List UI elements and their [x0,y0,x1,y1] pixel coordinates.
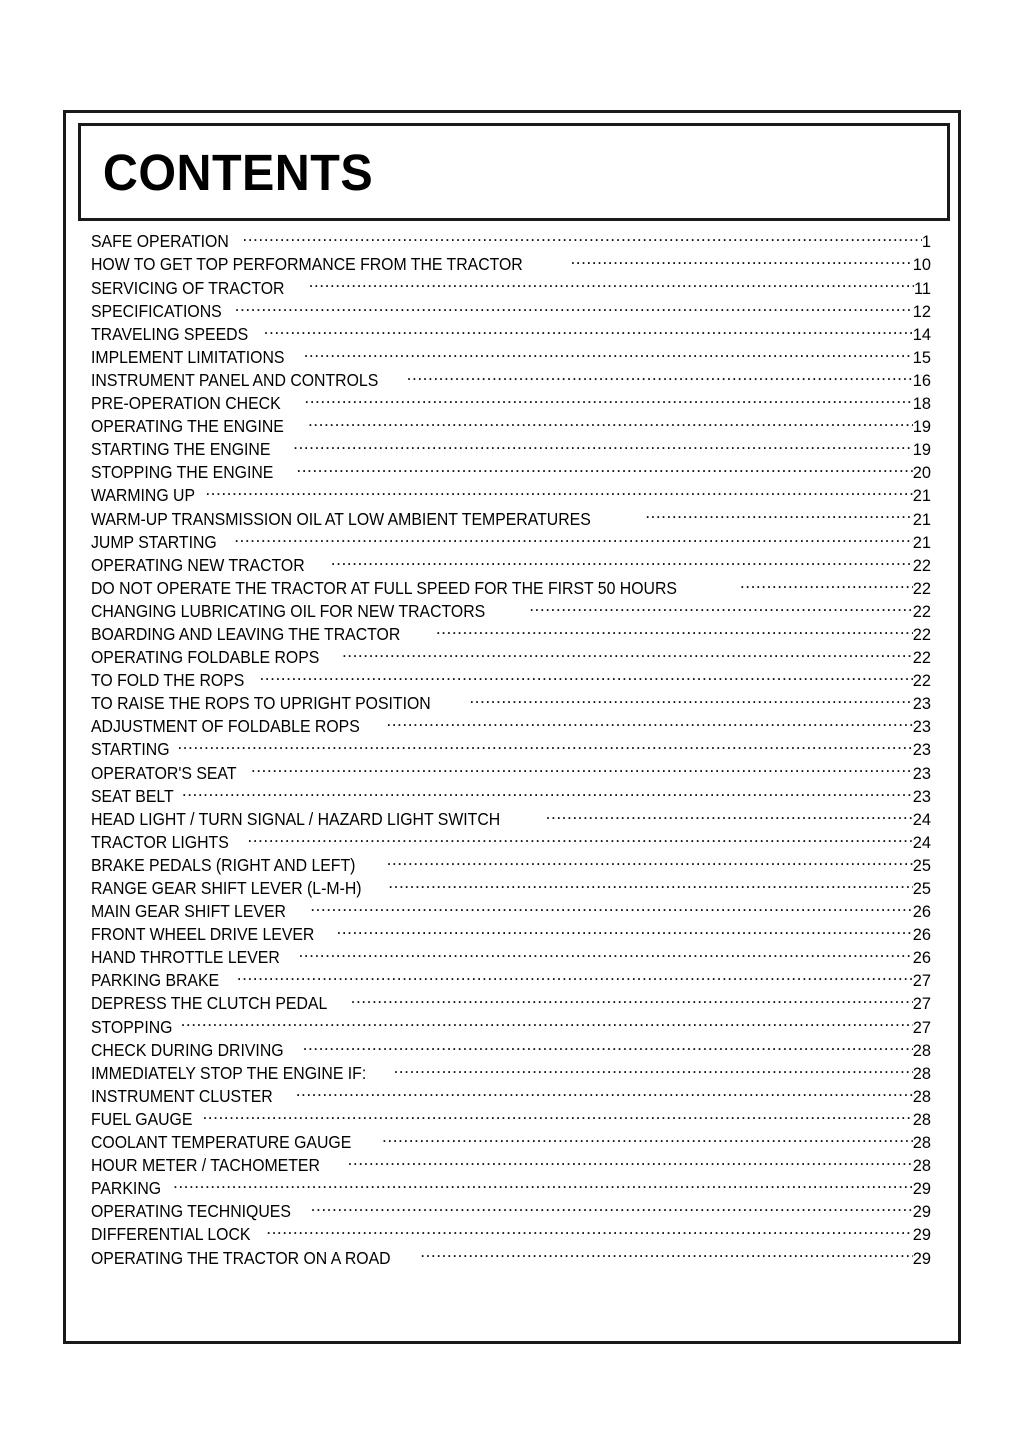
toc-entry[interactable] [91,461,931,484]
toc-entry-page-number: 21 [912,510,931,529]
toc-dot-leader [393,1061,912,1078]
toc-entry-page-number: 20 [912,464,931,483]
toc-entry-label: STOPPING [91,1016,173,1037]
toc-entry[interactable] [91,276,931,299]
toc-dot-leader [234,530,913,547]
toc-dot-leader [386,715,912,732]
toc-entry[interactable] [91,484,931,507]
toc-entry-label: PARKING [91,1178,162,1199]
toc-entry-label: IMMEDIATELY STOP THE ENGINE IF: [91,1062,367,1083]
toc-entry-label: OPERATING FOLDABLE ROPS [91,647,320,668]
toc-entry[interactable] [91,1154,931,1177]
toc-entry-page-number: 27 [912,1018,931,1037]
toc-dot-leader [264,322,913,339]
toc-entry-label: SERVICING OF TRACTOR [91,277,285,298]
page-title: CONTENTS [102,143,374,201]
toc-entry-label: FRONT WHEEL DRIVE LEVER [91,924,315,945]
toc-entry[interactable] [91,415,931,438]
toc-entry-page-number: 29 [912,1249,931,1268]
toc-entry-label: DEPRESS THE CLUTCH PEDAL [91,993,328,1014]
toc-entry[interactable] [91,369,931,392]
toc-entry-page-number: 26 [912,926,931,945]
toc-entry-page-number: 28 [912,1041,931,1060]
toc-entry[interactable] [91,854,931,877]
toc-dot-leader [407,369,913,386]
toc-entry-page-number: 28 [912,1134,931,1153]
toc-dot-leader [310,900,913,917]
toc-entry[interactable] [91,969,931,992]
toc-dot-leader [436,623,913,640]
toc-entry-page-number: 18 [912,395,931,414]
toc-dot-leader [173,1177,913,1194]
toc-dot-leader [309,276,914,293]
toc-entry-label: CHECK DURING DRIVING [91,1039,284,1060]
toc-entry[interactable] [91,530,931,553]
toc-entry[interactable] [91,900,931,923]
toc-entry[interactable] [91,784,931,807]
toc-dot-leader [336,923,912,940]
toc-dot-leader [177,738,912,755]
toc-entry[interactable] [91,345,931,368]
toc-entry-page-number: 23 [912,787,931,806]
toc-entry-page-number: 28 [912,1110,931,1129]
toc-entry-page-number: 1 [921,233,931,252]
toc-dot-leader [311,1200,913,1217]
toc-dot-leader [469,692,912,709]
toc-entry-label: HEAD LIGHT / TURN SIGNAL / HAZARD LIGHT SWITCH [91,808,501,829]
toc-entry[interactable] [91,1177,931,1200]
toc-entry-page-number: 22 [912,556,931,575]
toc-entry-page-number: 19 [912,441,931,460]
toc-entry-label: STARTING THE ENGINE [91,439,271,460]
table-of-contents [91,230,931,1269]
toc-dot-leader [529,600,913,617]
toc-dot-leader [308,415,913,432]
toc-entry-label: IMPLEMENT LIMITATIONS [91,346,285,367]
toc-entry-label: DIFFERENTIAL LOCK [91,1224,251,1245]
toc-dot-leader [348,1154,913,1171]
toc-entry-page-number: 24 [912,833,931,852]
toc-entry-page-number: 27 [912,972,931,991]
toc-dot-leader [259,669,912,686]
toc-entry-page-number: 27 [912,995,931,1014]
toc-entry-label: OPERATING TECHNIQUES [91,1201,291,1222]
toc-dot-leader [546,807,913,824]
toc-entry-label: FUEL GAUGE [91,1108,193,1129]
toc-entry-label: HOW TO GET TOP PERFORMANCE FROM THE TRACTOR [91,254,523,275]
toc-entry-page-number: 12 [912,302,931,321]
toc-dot-leader [202,1108,912,1125]
toc-entry[interactable] [91,1084,931,1107]
toc-entry-label: OPERATING NEW TRACTOR [91,554,305,575]
toc-entry-label: JUMP STARTING [91,531,217,552]
toc-entry[interactable] [91,923,931,946]
toc-entry-page-number: 29 [912,1180,931,1199]
toc-dot-leader [182,784,913,801]
toc-entry[interactable] [91,877,931,900]
toc-entry[interactable] [91,1200,931,1223]
toc-entry[interactable] [91,299,931,322]
toc-entry[interactable] [91,992,931,1015]
toc-entry[interactable] [91,738,931,761]
toc-entry-label: TRACTOR LIGHTS [91,831,229,852]
toc-entry-page-number: 22 [912,672,931,691]
toc-entry-page-number: 16 [912,371,931,390]
toc-dot-leader [645,507,913,524]
toc-dot-leader [235,299,913,316]
toc-dot-leader [242,230,921,247]
toc-entry[interactable] [91,553,931,576]
toc-entry-label: MAIN GEAR SHIFT LEVER [91,901,286,922]
toc-dot-leader [351,992,913,1009]
toc-entry-page-number: 23 [912,695,931,714]
toc-entry[interactable] [91,761,931,784]
toc-entry-page-number: 21 [912,487,931,506]
toc-entry-page-number: 23 [912,764,931,783]
toc-entry-label: TO FOLD THE ROPS [91,670,245,691]
toc-entry-label: SPECIFICATIONS [91,300,222,321]
toc-entry-label: STARTING [91,739,170,760]
toc-entry[interactable] [91,669,931,692]
toc-entry[interactable] [91,715,931,738]
toc-entry[interactable] [91,830,931,853]
toc-entry-label: OPERATING THE ENGINE [91,416,284,437]
toc-dot-leader [251,761,913,778]
toc-entry-label: COOLANT TEMPERATURE GAUGE [91,1132,352,1153]
toc-entry[interactable] [91,646,931,669]
toc-entry[interactable] [91,230,931,253]
toc-entry-page-number: 29 [912,1226,931,1245]
toc-dot-leader [205,484,912,501]
toc-entry[interactable] [91,392,931,415]
toc-entry-label: BOARDING AND LEAVING THE TRACTOR [91,623,401,644]
toc-entry-label: PARKING BRAKE [91,970,220,991]
toc-entry[interactable] [91,438,931,461]
toc-entry-label: BRAKE PEDALS (RIGHT AND LEFT) [91,854,356,875]
toc-entry[interactable] [91,1038,931,1061]
toc-entry[interactable] [91,692,931,715]
toc-entry-label: SEAT BELT [91,785,174,806]
toc-dot-leader [298,946,912,963]
toc-entry[interactable] [91,1015,931,1038]
toc-entry[interactable] [91,576,931,599]
toc-entry-page-number: 29 [912,1203,931,1222]
toc-dot-leader [342,646,913,663]
contents-title-box [78,123,950,221]
toc-entry-page-number: 22 [912,579,931,598]
toc-entry-page-number: 11 [913,279,931,298]
toc-entry-label: WARM-UP TRANSMISSION OIL AT LOW AMBIENT TEMPERATURES [91,508,591,529]
toc-entry[interactable] [91,1223,931,1246]
toc-dot-leader [303,1038,913,1055]
toc-entry-page-number: 22 [912,602,931,621]
toc-dot-leader [293,438,913,455]
toc-dot-leader [237,969,913,986]
toc-entry[interactable] [91,946,931,969]
toc-entry-page-number: 26 [912,903,931,922]
toc-entry-label: WARMING UP [91,485,196,506]
toc-entry[interactable] [91,1131,931,1154]
toc-entry-label: RANGE GEAR SHIFT LEVER (L-M-H) [91,878,362,899]
toc-entry-label: INSTRUMENT PANEL AND CONTROLS [91,369,379,390]
toc-dot-leader [387,854,913,871]
toc-dot-leader [388,877,912,894]
toc-entry[interactable] [91,322,931,345]
toc-entry-label: HAND THROTTLE LEVER [91,947,280,968]
toc-dot-leader [570,253,912,270]
toc-dot-leader [296,1084,913,1101]
toc-entry-label: OPERATOR'S SEAT [91,762,237,783]
toc-dot-leader [181,1015,913,1032]
toc-entry-page-number: 24 [912,810,931,829]
toc-dot-leader [247,830,912,847]
toc-entry-label: PRE-OPERATION CHECK [91,393,281,414]
toc-entry-page-number: 23 [912,741,931,760]
toc-entry-label: STOPPING THE ENGINE [91,462,274,483]
toc-entry-label: DO NOT OPERATE THE TRACTOR AT FULL SPEED FOR THE FIRST 50 HOURS [91,577,677,598]
toc-entry[interactable] [91,623,931,646]
page-border [63,110,961,1344]
toc-entry-label: CHANGING LUBRICATING OIL FOR NEW TRACTORS [91,600,486,621]
toc-entry[interactable] [91,600,931,623]
toc-entry[interactable] [91,807,931,830]
toc-entry[interactable] [91,507,931,530]
toc-dot-leader [266,1223,913,1240]
toc-entry-page-number: 25 [912,856,931,875]
toc-entry[interactable] [91,1108,931,1131]
toc-entry-page-number: 10 [912,256,931,275]
toc-entry-label: HOUR METER / TACHOMETER [91,1155,320,1176]
toc-dot-leader [304,392,912,409]
toc-entry-page-number: 22 [912,649,931,668]
toc-entry-page-number: 25 [912,880,931,899]
toc-entry-page-number: 28 [912,1087,931,1106]
toc-entry-label: OPERATING THE TRACTOR ON A ROAD [91,1247,391,1268]
toc-entry[interactable] [91,1246,931,1269]
toc-entry-label: INSTRUMENT CLUSTER [91,1085,273,1106]
toc-dot-leader [331,553,913,570]
toc-entry-page-number: 26 [912,949,931,968]
toc-entry-page-number: 19 [912,418,931,437]
toc-entry-page-number: 23 [912,718,931,737]
toc-entry[interactable] [91,253,931,276]
toc-entry-label: ADJUSTMENT OF FOLDABLE ROPS [91,716,360,737]
toc-entry-label: TO RAISE THE ROPS TO UPRIGHT POSITION [91,693,431,714]
toc-dot-leader [740,576,913,593]
toc-entry-page-number: 28 [912,1064,931,1083]
toc-entry-page-number: 21 [912,533,931,552]
toc-entry-page-number: 15 [912,348,931,367]
toc-dot-leader [420,1246,913,1263]
toc-dot-leader [382,1131,913,1148]
toc-entry-label: TRAVELING SPEEDS [91,323,249,344]
toc-entry-page-number: 28 [912,1157,931,1176]
toc-entry-page-number: 22 [912,625,931,644]
toc-entry-label: SAFE OPERATION [91,231,229,252]
toc-dot-leader [304,345,913,362]
toc-dot-leader [296,461,912,478]
toc-entry[interactable] [91,1061,931,1084]
toc-entry-page-number: 14 [912,325,931,344]
